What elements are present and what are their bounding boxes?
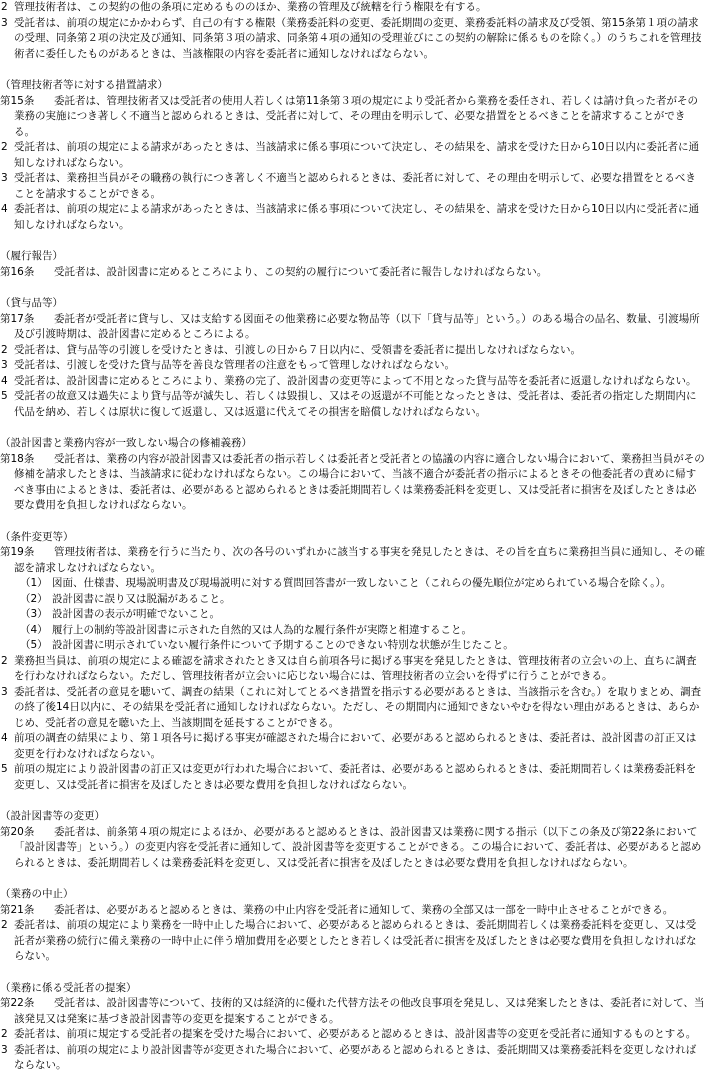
item-text: 設計図書に誤り又は脱漏があること。: [52, 592, 231, 605]
article-section: [0, 280, 706, 420]
article-section: [0, 514, 706, 794]
paragraph-text: 受託者の故意又は過失により貸与品等が滅失し、若しくは毀損し、又はその返還が不可能となったときは、受託者は、委託者の指定した期間内に代品を納め、若しくは原状に復して返還し、又は返還に代えてその損害を賠償しなければならない。: [14, 390, 697, 418]
item-text: 履行上の制約等設計図書に示された自然的又は人為的な履行条件が実際と相違すること。: [52, 623, 472, 636]
article-caption: （履行報告）: [0, 250, 63, 262]
paragraph-number: 2: [1, 654, 8, 667]
paragraph-number: 2: [1, 343, 8, 356]
paragraph: [0, 731, 706, 762]
paragraph-number: 3: [1, 1043, 8, 1056]
article-section: [0, 233, 706, 280]
article-number: 第22条: [0, 997, 35, 1009]
section-gap: [0, 514, 706, 530]
paragraph-text: 受託者は、前項の規定による請求があったときは、当該請求に係る事項について決定し、その結果を、請求を受けた日から10日以内に委託者に通知しなければならない。: [14, 141, 700, 169]
item-number: （5）: [20, 639, 48, 651]
article-caption: （管理技術者等に対する措置請求）: [0, 79, 168, 91]
paragraph-number: 3: [1, 16, 8, 29]
article-text: 受託者は、設計図書に定めるところにより、この契約の履行について委託者に報告しなければならない。: [54, 265, 548, 278]
article-item: [0, 638, 706, 654]
paragraph-text: 受託者は、引渡しを受けた貸与品等を善良な管理者の注意をもって管理しなければならない。: [14, 359, 455, 371]
paragraph-number: 2: [1, 919, 8, 931]
article-main: [0, 825, 706, 872]
paragraph-number: 3: [1, 685, 8, 698]
article-main: [0, 94, 706, 141]
article-caption: （業務の中止）: [0, 888, 74, 900]
paragraph-number: 3: [1, 172, 8, 184]
article-text: 委託者は、必要があると認めるときは、業務の中止内容を受託者に通知して、業務の全部又は一部を一時中止させることができる。: [54, 903, 674, 916]
paragraph-text: 委託者は、前項の規定により業務を一時中止した場合において、必要があると認められるときは、委託期間若しくは業務委託料を変更し、又は受託者が業務の続行に備え業務の一時中止に伴う増加費用を必要としたとき若しくは受託者に損害を及ぼしたときは必要な費用を負担しなければならない。: [14, 919, 697, 962]
item-text: 設計図書の表示が明確でないこと。: [52, 608, 220, 620]
item-number: （1）: [20, 577, 48, 589]
paragraph-text: 受託者は、貸与品等の引渡しを受けたときは、引渡しの日から７日以内に、受領書を委託者に提出しなければならない。: [14, 343, 581, 356]
article-number: 第21条: [0, 903, 35, 916]
article-caption: （条件変更等）: [0, 530, 74, 543]
paragraph: [0, 343, 706, 359]
article-caption: （業務に係る受託者の提案）: [0, 981, 137, 994]
paragraph-text: 前項の規定により設計図書の訂正又は変更が行われた場合において、委託者は、必要があると認められるときは、委託期間若しくは業務委託料を変更し、又は受託者に損害を及ぼしたときは必要な費用を負担しなければならない。: [14, 763, 697, 791]
item-text: 設計図書に明示されていない履行条件について予期することのできない特別な状態が生じたこと。: [52, 639, 514, 651]
article-number: 第17条: [0, 312, 35, 325]
paragraph-number: 5: [1, 763, 8, 775]
section-gap: [0, 280, 706, 296]
article-caption: （設計図書等の変更）: [0, 810, 105, 822]
paragraph-text: 受託者は、設計図書に定めるところにより、業務の完了、設計図書の変更等によって不用となった貸与品等を委託者に返還しなければならない。: [14, 374, 697, 387]
article-item: [0, 592, 706, 608]
article-text: 委託者は、前条第４項の規定によるほか、必要があると認めるときは、設計図書又は業務に関する指示（以下この条及び第22条において「設計図書等」という。）の変更内容を受託者に通知して、設計図書等を変更することができる。この場合において、委託者は、必要があると認められるときは、委託期間若しくは業務委託料を変更し、又は受託者に損害を及ぼしたときは必要な費用を負担しなければならない。: [14, 825, 702, 869]
paragraph-number: 3: [1, 359, 8, 371]
article-section: [0, 62, 706, 233]
article-number: 第16条: [0, 265, 35, 278]
paragraph-number: 2: [1, 1028, 8, 1040]
article-text: 管理技術者は、業務を行うに当たり、次の各号のいずれかに該当する事実を発見したときは、その旨を直ちに業務担当員に通知し、その確認を請求しなければならない。: [14, 546, 705, 574]
paragraph-text: 受託者は、業務担当員がその職務の執行につき著しく不適当と認められるときは、委託者に対して、その理由を明示して、必要な措置をとるべきことを請求することができる。: [14, 172, 696, 200]
paragraph: [0, 654, 706, 685]
paragraph: [0, 202, 706, 233]
article-item: [0, 607, 706, 623]
article-caption: （貸与品等）: [0, 297, 63, 309]
paragraph: [0, 685, 706, 732]
article-main: [0, 452, 706, 514]
article-item-list: [0, 576, 706, 654]
article-number: 第18条: [0, 452, 35, 465]
paragraph: [0, 374, 706, 390]
article-text: 委託者が受託者に貸与し、又は支給する図面その他業務に必要な物品等（以下「貸与品等」という。）のある場合の品名、数量、引渡場所及び引渡時期は、設計図書に定めるところによる。: [14, 312, 700, 340]
paragraph-number: 4: [1, 732, 8, 744]
paragraph-number: 2: [1, 1, 8, 13]
section-gap: [0, 793, 706, 809]
paragraph: [0, 140, 706, 171]
section-gap: [0, 62, 706, 78]
article-section: [0, 965, 706, 1074]
article-number: 第19条: [0, 546, 35, 558]
item-number: （2）: [20, 592, 48, 605]
paragraph-number: 4: [1, 203, 8, 215]
paragraph: [0, 0, 706, 16]
section-gap: [0, 233, 706, 249]
paragraph-text: 委託者は、前項の規定により設計図書等が変更された場合において、必要があると認められるときは、委託期間又は業務委託料を変更しなければならない。: [14, 1043, 697, 1071]
article-main: [0, 996, 706, 1027]
article-section: [0, 793, 706, 871]
item-number: （3）: [20, 608, 48, 620]
article-text: 受託者は、業務の内容が設計図書又は委託者の指示若しくは委託者と受託者との協議の内容に適合しない場合において、業務担当員がその修補を請求したときは、当該請求に従わなければならない。この場合において、当該不適合が委託者の指示によるときその他委託者の責めに帰すべき事由によるときは、委託者は、必要があると認められるときは委託期間若しくは業務委託料を変更し、又は受託者に損害を及ぼしたときは必要な費用を負担しなければならない。: [14, 452, 705, 511]
paragraph-text: 業務担当員は、前項の規定による確認を請求されたとき又は自ら前項各号に掲げる事実を発見したときは、管理技術者の立会いの上、直ちに調査を行わなければならない。ただし、管理技術者が立会いに応じない場合には、管理技術者の立会いを得ずに行うことができる。: [14, 654, 697, 682]
article-section: [0, 871, 706, 965]
paragraph-text: 管理技術者は、この契約の他の条項に定めるもののほか、業務の管理及び統轄を行う権限を有する。: [14, 1, 487, 13]
paragraph: [0, 171, 706, 202]
article-main: [0, 903, 706, 919]
paragraph: [0, 918, 706, 965]
article-item: [0, 623, 706, 639]
article-number: 第15条: [0, 94, 35, 107]
item-number: （4）: [20, 623, 48, 636]
paragraph-text: 受託者は、前項の規定にかかわらず、自己の有する権限（業務委託料の変更、委託期間の変更、業務委託料の請求及び受領、第15条第１項の請求の受理、同条第２項の決定及び通知、同条第３項の請求、同条第４項の通知の受理並びにこの契約の解除に係るものを除く。）のうちこれを管理技術者に委任したものがあるときは、当該権限の内容を委託者に通知しなければならない。: [14, 16, 702, 60]
article-item: [0, 576, 706, 592]
paragraph: [0, 762, 706, 793]
paragraph: [0, 1043, 706, 1074]
article-section: [0, 420, 706, 514]
article-text: 受託者は、設計図書等について、技術的又は経済的に優れた代替方法その他改良事項を発見し、又は発案したときは、委託者に対して、当該発見又は発案に基づき設計図書等の変更を提案することができる。: [14, 997, 705, 1025]
paragraph-number: 5: [1, 390, 8, 402]
article-main: [0, 312, 706, 343]
section-gap: [0, 871, 706, 887]
article-main: [0, 265, 706, 281]
paragraph-text: 前項の調査の結果により、第１項各号に掲げる事実が確認された場合において、必要があると認められるときは、委託者は、設計図書の訂正又は変更を行わなければならない。: [14, 732, 697, 760]
article-main: [0, 545, 706, 576]
paragraph: [0, 389, 706, 420]
paragraph-text: 委託者は、前項に規定する受託者の提案を受けた場合において、必要があると認めるときは、設計図書等の変更を受託者に通知するものとする。: [14, 1028, 697, 1040]
article-number: 第20条: [0, 825, 35, 838]
paragraph: [0, 1027, 706, 1043]
section-gap: [0, 420, 706, 436]
paragraph: [0, 16, 706, 63]
paragraph-number: 4: [1, 374, 8, 387]
paragraph: [0, 358, 706, 374]
article-caption: （設計図書と業務内容が一致しない場合の修補義務）: [0, 437, 252, 449]
paragraph-text: 委託者は、受託者の意見を聴いて、調査の結果（これに対してとるべき措置を指示する必要があるときは、当該指示を含む。）を取りまとめ、調査の終了後14日以内に、その結果を受託者に通知しなければならない。ただし、その期間内に通知できないやむを得ない理由があるときは、あらかじめ、受託者の意見を聴いた上、当該期間を延長することができる。: [14, 685, 702, 729]
paragraph-number: 2: [1, 141, 8, 153]
article-text: 委託者は、管理技術者又は受託者の使用人若しくは第11条第３項の規定により受託者から業務を委任され、若しくは請け負った者がその業務の実施につき著しく不適当と認められるときは、受託者に対して、その理由を明示して、必要な措置をとるべきことを請求することができる。: [14, 94, 698, 138]
item-text: 図面、仕様書、現場説明書及び現場説明に対する質問回答書が一致しないこと（これらの優先順位が定められている場合を除く。）。: [52, 577, 672, 589]
paragraph-text: 委託者は、前項の規定による請求があったときは、当該請求に係る事項について決定し、その結果を、請求を受けた日から10日以内に受託者に通知しなければならない。: [14, 203, 700, 231]
section-gap: [0, 965, 706, 981]
